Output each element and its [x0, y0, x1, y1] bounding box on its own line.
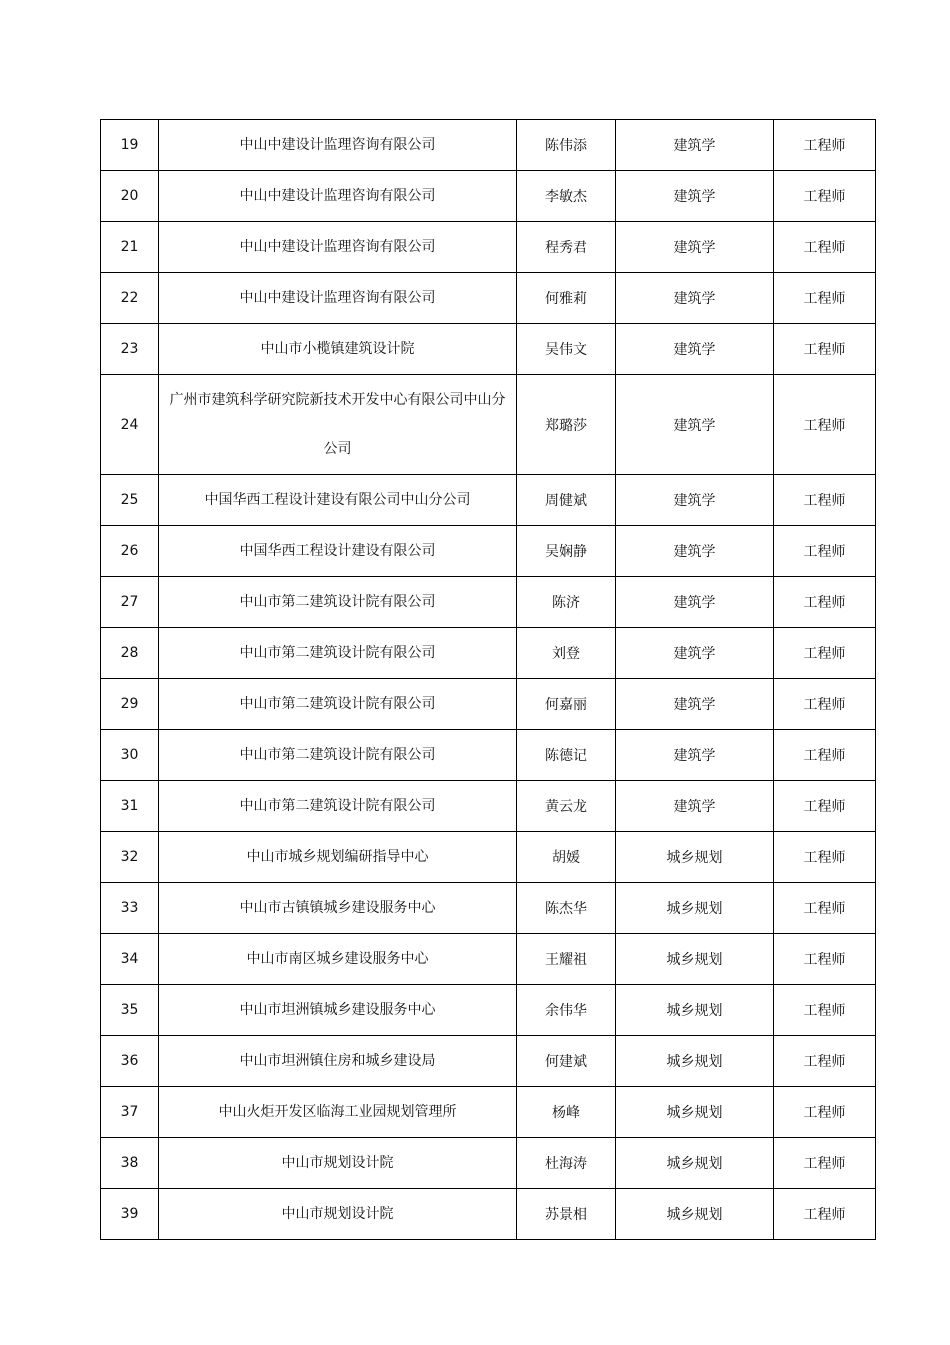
company-name: 中山市规划设计院 — [159, 1138, 517, 1189]
job-title: 工程师 — [774, 375, 876, 475]
major: 建筑学 — [616, 679, 774, 730]
company-name: 中山中建设计监理咨询有限公司 — [159, 120, 517, 171]
row-number: 38 — [101, 1138, 159, 1189]
job-title: 工程师 — [774, 475, 876, 526]
row-number: 26 — [101, 526, 159, 577]
table-row — [101, 679, 876, 730]
table-row — [101, 1036, 876, 1087]
job-title: 工程师 — [774, 832, 876, 883]
row-number: 34 — [101, 934, 159, 985]
table-row — [101, 1138, 876, 1189]
company-name: 广州市建筑科学研究院新技术开发中心有限公司中山分公司 — [159, 375, 517, 475]
major: 建筑学 — [616, 222, 774, 273]
table-row — [101, 120, 876, 171]
row-number: 22 — [101, 273, 159, 324]
person-name: 杜海涛 — [517, 1138, 616, 1189]
row-number: 31 — [101, 781, 159, 832]
person-name: 何雅莉 — [517, 273, 616, 324]
person-name: 苏景相 — [517, 1189, 616, 1240]
table-row — [101, 781, 876, 832]
table-row — [101, 222, 876, 273]
row-number: 39 — [101, 1189, 159, 1240]
company-name: 中山市坦洲镇住房和城乡建设局 — [159, 1036, 517, 1087]
person-name: 胡媛 — [517, 832, 616, 883]
person-name: 吴娴静 — [517, 526, 616, 577]
job-title: 工程师 — [774, 577, 876, 628]
company-name: 中山市古镇镇城乡建设服务中心 — [159, 883, 517, 934]
major: 建筑学 — [616, 781, 774, 832]
major: 城乡规划 — [616, 1138, 774, 1189]
major: 建筑学 — [616, 273, 774, 324]
job-title: 工程师 — [774, 1036, 876, 1087]
person-name: 何建斌 — [517, 1036, 616, 1087]
company-name: 中山市南区城乡建设服务中心 — [159, 934, 517, 985]
company-name: 中山市第二建筑设计院有限公司 — [159, 679, 517, 730]
company-name: 中国华西工程设计建设有限公司中山分公司 — [159, 475, 517, 526]
person-name: 杨峰 — [517, 1087, 616, 1138]
major: 建筑学 — [616, 324, 774, 375]
row-number: 33 — [101, 883, 159, 934]
row-number: 29 — [101, 679, 159, 730]
job-title: 工程师 — [774, 120, 876, 171]
company-name: 中山中建设计监理咨询有限公司 — [159, 273, 517, 324]
job-title: 工程师 — [774, 1189, 876, 1240]
row-number: 20 — [101, 171, 159, 222]
company-name: 中山市坦洲镇城乡建设服务中心 — [159, 985, 517, 1036]
person-name: 陈德记 — [517, 730, 616, 781]
table-row — [101, 375, 876, 475]
row-number: 30 — [101, 730, 159, 781]
job-title: 工程师 — [774, 679, 876, 730]
major: 建筑学 — [616, 171, 774, 222]
person-name: 王耀祖 — [517, 934, 616, 985]
major: 城乡规划 — [616, 832, 774, 883]
company-name: 中山中建设计监理咨询有限公司 — [159, 171, 517, 222]
person-name: 余伟华 — [517, 985, 616, 1036]
table-row — [101, 171, 876, 222]
major: 建筑学 — [616, 120, 774, 171]
table-row — [101, 628, 876, 679]
job-title: 工程师 — [774, 1087, 876, 1138]
job-title: 工程师 — [774, 781, 876, 832]
person-name: 黄云龙 — [517, 781, 616, 832]
table-row — [101, 832, 876, 883]
person-name: 吴伟文 — [517, 324, 616, 375]
table-row — [101, 526, 876, 577]
major: 建筑学 — [616, 475, 774, 526]
major: 建筑学 — [616, 375, 774, 475]
person-name: 程秀君 — [517, 222, 616, 273]
major: 城乡规划 — [616, 985, 774, 1036]
job-title: 工程师 — [774, 730, 876, 781]
row-number: 19 — [101, 120, 159, 171]
row-number: 25 — [101, 475, 159, 526]
row-number: 21 — [101, 222, 159, 273]
person-name: 郑璐莎 — [517, 375, 616, 475]
job-title: 工程师 — [774, 222, 876, 273]
company-name: 中山市城乡规划编研指导中心 — [159, 832, 517, 883]
major: 城乡规划 — [616, 1087, 774, 1138]
person-name: 李敏杰 — [517, 171, 616, 222]
major: 建筑学 — [616, 526, 774, 577]
table-row — [101, 324, 876, 375]
row-number: 32 — [101, 832, 159, 883]
person-name: 周健斌 — [517, 475, 616, 526]
company-name: 中山市规划设计院 — [159, 1189, 517, 1240]
table-row — [101, 985, 876, 1036]
major: 城乡规划 — [616, 1036, 774, 1087]
job-title: 工程师 — [774, 1138, 876, 1189]
row-number: 36 — [101, 1036, 159, 1087]
company-name: 中山市第二建筑设计院有限公司 — [159, 577, 517, 628]
row-number: 27 — [101, 577, 159, 628]
company-name: 中山中建设计监理咨询有限公司 — [159, 222, 517, 273]
person-name: 陈杰华 — [517, 883, 616, 934]
row-number: 35 — [101, 985, 159, 1036]
job-title: 工程师 — [774, 273, 876, 324]
company-name: 中山市第二建筑设计院有限公司 — [159, 628, 517, 679]
major: 城乡规划 — [616, 934, 774, 985]
table-row — [101, 475, 876, 526]
table-row — [101, 273, 876, 324]
table-row — [101, 577, 876, 628]
person-name: 陈济 — [517, 577, 616, 628]
company-name: 中国华西工程设计建设有限公司 — [159, 526, 517, 577]
company-name: 中山市第二建筑设计院有限公司 — [159, 730, 517, 781]
table-row — [101, 1189, 876, 1240]
personnel-table — [100, 119, 876, 1240]
row-number: 28 — [101, 628, 159, 679]
job-title: 工程师 — [774, 934, 876, 985]
job-title: 工程师 — [774, 324, 876, 375]
row-number: 23 — [101, 324, 159, 375]
company-name: 中山火炬开发区临海工业园规划管理所 — [159, 1087, 517, 1138]
major: 建筑学 — [616, 628, 774, 679]
job-title: 工程师 — [774, 628, 876, 679]
person-name: 陈伟添 — [517, 120, 616, 171]
major: 城乡规划 — [616, 883, 774, 934]
company-name: 中山市第二建筑设计院有限公司 — [159, 781, 517, 832]
table-body — [101, 120, 876, 1240]
job-title: 工程师 — [774, 171, 876, 222]
table-row — [101, 730, 876, 781]
major: 建筑学 — [616, 577, 774, 628]
job-title: 工程师 — [774, 526, 876, 577]
row-number: 37 — [101, 1087, 159, 1138]
person-name: 何嘉丽 — [517, 679, 616, 730]
job-title: 工程师 — [774, 985, 876, 1036]
row-number: 24 — [101, 375, 159, 475]
table-row — [101, 934, 876, 985]
person-name: 刘登 — [517, 628, 616, 679]
job-title: 工程师 — [774, 883, 876, 934]
table-row — [101, 883, 876, 934]
company-name: 中山市小榄镇建筑设计院 — [159, 324, 517, 375]
table-row — [101, 1087, 876, 1138]
major: 城乡规划 — [616, 1189, 774, 1240]
major: 建筑学 — [616, 730, 774, 781]
